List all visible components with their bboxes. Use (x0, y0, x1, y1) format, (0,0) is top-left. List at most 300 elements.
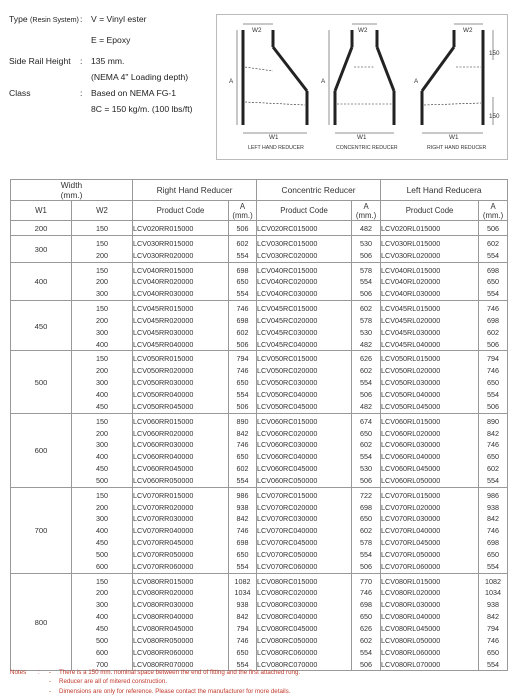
w2-cell: 700 (72, 659, 133, 671)
w2-cell: 150 (72, 235, 133, 249)
lh-a-cell: 554 (479, 659, 508, 671)
rh-code-cell: LCV060RR015000 (133, 413, 229, 427)
rh-a-cell: 506 (229, 339, 257, 351)
lh-code-cell: LCV070RL050000 (381, 549, 479, 561)
rh-code-cell: LCV070RR040000 (133, 525, 229, 537)
table-row (11, 623, 508, 635)
cc-code-cell: LCV080RC040000 (257, 611, 352, 623)
note-dash-3: - (49, 687, 52, 695)
lh-code-cell: LCV045RL030000 (381, 327, 479, 339)
lh-a-cell: 602 (479, 327, 508, 339)
lh-a-cell: 650 (479, 451, 508, 463)
cc-a-cell: 482 (352, 401, 381, 413)
cc-a-cell: 650 (352, 611, 381, 623)
lh-code-cell: LCV020RL015000 (381, 221, 479, 236)
rh-code-cell: LCV080RR020000 (133, 587, 229, 599)
rh-a-cell: 650 (229, 647, 257, 659)
cc-a-cell: 626 (352, 351, 381, 365)
w1-cell: 700 (11, 487, 72, 573)
lh-code-cell: LCV080RL040000 (381, 611, 479, 623)
table-group (11, 487, 508, 573)
table-row (11, 401, 508, 413)
cc-code-cell: LCV080RC070000 (257, 659, 352, 671)
table-group (11, 221, 508, 236)
rail-value: 135 mm. (91, 56, 125, 66)
table-row (11, 525, 508, 537)
type-e: E = Epoxy (91, 35, 131, 45)
table-row (11, 439, 508, 451)
lh-a-label: A (229, 78, 234, 85)
rh-a-cell: 890 (229, 413, 257, 427)
rh-code-cell: LCV045RR030000 (133, 327, 229, 339)
table-group (11, 413, 508, 487)
cc-code-cell: LCV050RC045000 (257, 401, 352, 413)
cc-a-cell: 602 (352, 635, 381, 647)
cc-code-cell: LCV040RC020000 (257, 276, 352, 288)
cc-a-cell: 530 (352, 235, 381, 249)
rh-code-cell: LCV070RR060000 (133, 561, 229, 573)
note-dash-1: - (49, 669, 52, 676)
cc-a-cell: 770 (352, 573, 381, 587)
table-row (11, 428, 508, 440)
type-colon: : (80, 14, 83, 24)
cc-code-cell: LCV080RC020000 (257, 587, 352, 599)
rh-code-cell: LCV080RR050000 (133, 635, 229, 647)
table-row (11, 475, 508, 487)
lh-w1-label: W1 (269, 134, 279, 141)
rh-code-cell: LCV070RR015000 (133, 487, 229, 501)
rh-code-cell: LCV050RR030000 (133, 377, 229, 389)
lh-a-cell: 842 (479, 513, 508, 525)
rh-a-cell: 794 (229, 623, 257, 635)
table-row (11, 463, 508, 475)
w2-cell: 400 (72, 389, 133, 401)
table-row (11, 221, 508, 236)
w2-cell: 500 (72, 475, 133, 487)
table-row (11, 276, 508, 288)
cc-a-cell: 578 (352, 262, 381, 276)
rh-a-cell: 698 (229, 262, 257, 276)
cc-code-cell: LCV070RC045000 (257, 537, 352, 549)
w1-cell: 450 (11, 301, 72, 351)
rh-a-cell: 746 (229, 525, 257, 537)
rh-a-cell: 554 (229, 288, 257, 300)
table-group (11, 301, 508, 351)
width-unit: (mm.) (60, 190, 83, 200)
table-row (11, 327, 508, 339)
lh-a-cell: 602 (479, 463, 508, 475)
w2-cell: 300 (72, 377, 133, 389)
cc-code-cell: LCV030RC015000 (257, 235, 352, 249)
table-row (11, 573, 508, 587)
w2-cell: 150 (72, 573, 133, 587)
rh-a-header: A (mm.) (229, 201, 257, 221)
w2-cell: 150 (72, 221, 133, 236)
cc-code-cell: LCV070RC060000 (257, 561, 352, 573)
rh-a-label: A (414, 78, 419, 85)
cc-a-cell: 506 (352, 561, 381, 573)
w2-cell: 450 (72, 401, 133, 413)
rh-a-cell: 746 (229, 439, 257, 451)
rh-code-cell: LCV060RR040000 (133, 451, 229, 463)
note-1: There is a 150 mm. nominal space between the end of fitting and the first attached rung. (59, 669, 301, 676)
cc-a-cell: 554 (352, 276, 381, 288)
rh-product-code-header: Product Code (133, 201, 229, 221)
cc-product-code-header: Product Code (257, 201, 352, 221)
cc-code-cell: LCV045RC040000 (257, 339, 352, 351)
rh-a-cell: 986 (229, 487, 257, 501)
table-row (11, 413, 508, 427)
lh-a-cell: 746 (479, 635, 508, 647)
cc-code-cell: LCV060RC040000 (257, 451, 352, 463)
rh-a-cell: 554 (229, 561, 257, 573)
lh-code-cell: LCV070RL030000 (381, 513, 479, 525)
rh-a-cell: 506 (229, 221, 257, 236)
cc-code-cell: LCV070RC015000 (257, 487, 352, 501)
w2-cell: 450 (72, 623, 133, 635)
lh-a-cell: 650 (479, 276, 508, 288)
table-row (11, 587, 508, 599)
cc-code-cell: LCV060RC015000 (257, 413, 352, 427)
cc-w1-label: W1 (357, 134, 367, 141)
lh-code-cell: LCV070RL020000 (381, 502, 479, 514)
cc-code-cell: LCV080RC015000 (257, 573, 352, 587)
note-3: Dimensions are only for reference. Please contact the manufacturer for more details. (59, 687, 291, 695)
lh-a-cell: 554 (479, 561, 508, 573)
cc-reducer-caption: CONCENTRIC REDUCER (336, 145, 398, 151)
rh-a-cell: 794 (229, 351, 257, 365)
cc-a-cell: 530 (352, 463, 381, 475)
width-header: Width (mm.) (11, 180, 133, 201)
lh-code-cell: LCV080RL070000 (381, 659, 479, 671)
cc-a-cell: 698 (352, 599, 381, 611)
rh-a-cell: 698 (229, 315, 257, 327)
w2-cell: 500 (72, 635, 133, 647)
type-v: V = Vinyl ester (91, 14, 147, 24)
lh-a-cell: 698 (479, 262, 508, 276)
table-row (11, 339, 508, 351)
rh-a-cell: 554 (229, 250, 257, 262)
lh-a-cell: 794 (479, 351, 508, 365)
cc-code-cell: LCV045RC020000 (257, 315, 352, 327)
table-row (11, 635, 508, 647)
table-group (11, 351, 508, 413)
notes-colon: : (38, 669, 40, 676)
w1-header: W1 (11, 201, 72, 221)
rh-a-cell: 746 (229, 301, 257, 315)
cc-a-cell: 482 (352, 339, 381, 351)
lh-a-cell: 842 (479, 428, 508, 440)
w2-cell: 400 (72, 525, 133, 537)
lh-code-cell: LCV060RL050000 (381, 475, 479, 487)
rh-code-cell: LCV080RR060000 (133, 647, 229, 659)
w2-cell: 200 (72, 428, 133, 440)
lh-a-cell: 986 (479, 487, 508, 501)
rh-code-cell: LCV050RR020000 (133, 365, 229, 377)
table-group (11, 573, 508, 671)
table-row (11, 365, 508, 377)
rail-colon: : (80, 56, 83, 66)
cc-a-cell: 626 (352, 623, 381, 635)
lh-code-cell: LCV040RL020000 (381, 276, 479, 288)
rh-dim-150-top: 150 (489, 50, 500, 57)
lh-a-cell: 698 (479, 537, 508, 549)
cc-code-cell: LCV060RC020000 (257, 428, 352, 440)
rh-a-cell: 554 (229, 389, 257, 401)
lh-code-cell: LCV050RL030000 (381, 377, 479, 389)
lh-code-cell: LCV070RL045000 (381, 537, 479, 549)
rh-code-cell: LCV080RR070000 (133, 659, 229, 671)
cc-a-cell: 506 (352, 475, 381, 487)
cc-code-cell: LCV040RC030000 (257, 288, 352, 300)
rail-note: (NEMA 4" Loading depth) (91, 72, 189, 82)
cc-code-cell: LCV030RC020000 (257, 250, 352, 262)
rh-a-cell: 842 (229, 513, 257, 525)
reducer-diagram-panel (216, 14, 508, 160)
table-group (11, 262, 508, 301)
rh-a-cell: 602 (229, 463, 257, 475)
table-row (11, 315, 508, 327)
lh-code-cell: LCV080RL045000 (381, 623, 479, 635)
lh-code-cell: LCV045RL040000 (381, 339, 479, 351)
lh-a-cell: 890 (479, 413, 508, 427)
cc-code-cell: LCV070RC020000 (257, 502, 352, 514)
w1-cell: 800 (11, 573, 72, 671)
rh-header: Right Hand Reducer (133, 180, 257, 201)
w2-cell: 150 (72, 301, 133, 315)
cc-a-label: A (321, 78, 326, 85)
lh-code-cell: LCV080RL015000 (381, 573, 479, 587)
table-row (11, 537, 508, 549)
lh-a-cell: 1082 (479, 573, 508, 587)
lh-code-cell: LCV060RL030000 (381, 439, 479, 451)
cc-a-cell: 506 (352, 659, 381, 671)
rh-code-cell: LCV050RR045000 (133, 401, 229, 413)
cc-code-cell: LCV080RC030000 (257, 599, 352, 611)
cc-code-cell: LCV070RC040000 (257, 525, 352, 537)
w2-cell: 200 (72, 276, 133, 288)
table-row (11, 235, 508, 249)
rh-a-cell: 554 (229, 475, 257, 487)
rh-code-cell: LCV060RR050000 (133, 475, 229, 487)
w2-cell: 200 (72, 502, 133, 514)
w2-cell: 150 (72, 413, 133, 427)
w2-cell: 200 (72, 587, 133, 599)
cc-a-cell: 698 (352, 502, 381, 514)
lh-reducer-caption: LEFT HAND REDUCER (248, 145, 304, 151)
rh-a-cell: 602 (229, 327, 257, 339)
rh-code-cell: LCV070RR045000 (133, 537, 229, 549)
cc-a-cell: 482 (352, 221, 381, 236)
w2-cell: 300 (72, 288, 133, 300)
lh-a-cell: 554 (479, 288, 508, 300)
cc-code-cell: LCV060RC050000 (257, 475, 352, 487)
class-colon: : (80, 88, 83, 98)
w2-cell: 400 (72, 451, 133, 463)
table-row (11, 561, 508, 573)
lh-code-cell: LCV050RL020000 (381, 365, 479, 377)
type-sub: (Resin System) (30, 16, 79, 24)
cc-a-cell: 602 (352, 365, 381, 377)
lh-code-cell: LCV030RL015000 (381, 235, 479, 249)
rh-a-cell: 650 (229, 276, 257, 288)
rh-a-cell: 746 (229, 365, 257, 377)
rh-w1-label: W1 (449, 134, 459, 141)
rh-code-cell: LCV020RR015000 (133, 221, 229, 236)
rh-code-cell: LCV050RR040000 (133, 389, 229, 401)
lh-header: Left Hand Reducera (381, 180, 508, 201)
cc-code-cell: LCV040RC015000 (257, 262, 352, 276)
table-row (11, 611, 508, 623)
lh-a-cell: 602 (479, 235, 508, 249)
cc-code-cell: LCV020RC015000 (257, 221, 352, 236)
cc-code-cell: LCV050RC020000 (257, 365, 352, 377)
w2-cell: 600 (72, 647, 133, 659)
rh-code-cell: LCV040RR020000 (133, 276, 229, 288)
cc-a-cell: 602 (352, 439, 381, 451)
note-2: Reducer are all of mitered construction. (59, 678, 167, 686)
cc-a-cell: 578 (352, 537, 381, 549)
rh-code-cell: LCV045RR015000 (133, 301, 229, 315)
w1-cell: 200 (11, 221, 72, 236)
cc-a-cell: 650 (352, 513, 381, 525)
w2-cell: 300 (72, 439, 133, 451)
w2-cell: 400 (72, 339, 133, 351)
cc-code-cell: LCV050RC030000 (257, 377, 352, 389)
cc-code-cell: LCV070RC050000 (257, 549, 352, 561)
type-label: Type (Resin System) (9, 14, 79, 24)
table-row (11, 599, 508, 611)
rh-code-cell: LCV050RR015000 (133, 351, 229, 365)
cc-a-cell: 722 (352, 487, 381, 501)
lh-a-cell: 506 (479, 401, 508, 413)
w2-cell: 300 (72, 327, 133, 339)
rail-label: Side Rail Height (9, 56, 71, 66)
right-hand-reducer-drawing (422, 24, 493, 133)
cc-a-cell: 554 (352, 377, 381, 389)
cc-a-cell: 506 (352, 389, 381, 401)
cc-code-cell: LCV080RC060000 (257, 647, 352, 659)
rh-a-cell: 842 (229, 428, 257, 440)
lh-code-cell: LCV060RL045000 (381, 463, 479, 475)
w2-cell: 450 (72, 537, 133, 549)
w2-cell: 300 (72, 599, 133, 611)
cc-a-cell: 506 (352, 250, 381, 262)
lh-a-cell: 746 (479, 439, 508, 451)
lh-a-cell: 746 (479, 365, 508, 377)
w2-cell: 150 (72, 262, 133, 276)
cc-header: Concentric Reducer (257, 180, 381, 201)
cc-code-cell: LCV045RC015000 (257, 301, 352, 315)
lh-a-header: A (mm.) (479, 201, 508, 221)
lh-a-cell: 746 (479, 525, 508, 537)
cc-w2-label: W2 (358, 27, 368, 34)
rh-a-cell: 650 (229, 377, 257, 389)
w2-cell: 200 (72, 315, 133, 327)
table-group (11, 235, 508, 262)
lh-a-cell: 554 (479, 250, 508, 262)
lh-code-cell: LCV030RL020000 (381, 250, 479, 262)
cc-a-cell: 554 (352, 549, 381, 561)
lh-code-cell: LCV040RL015000 (381, 262, 479, 276)
class-label: Class (9, 88, 31, 98)
rh-code-cell: LCV080RR040000 (133, 611, 229, 623)
lh-a-cell: 938 (479, 599, 508, 611)
rh-code-cell: LCV080RR015000 (133, 573, 229, 587)
lh-code-cell: LCV080RL060000 (381, 647, 479, 659)
lh-a-cell: 506 (479, 221, 508, 236)
cc-a-header: A (mm.) (352, 201, 381, 221)
table-row (11, 351, 508, 365)
table-row (11, 250, 508, 262)
cc-code-cell: LCV050RC040000 (257, 389, 352, 401)
table-row (11, 288, 508, 300)
w2-cell: 450 (72, 463, 133, 475)
cc-code-cell: LCV080RC045000 (257, 623, 352, 635)
lh-code-cell: LCV045RL015000 (381, 301, 479, 315)
rh-code-cell: LCV060RR045000 (133, 463, 229, 475)
w2-cell: 300 (72, 513, 133, 525)
w2-cell: 200 (72, 365, 133, 377)
rh-a-cell: 1034 (229, 587, 257, 599)
lh-a-cell: 938 (479, 502, 508, 514)
lh-code-cell: LCV060RL040000 (381, 451, 479, 463)
w2-cell: 150 (72, 351, 133, 365)
rh-a-cell: 938 (229, 502, 257, 514)
table-row (11, 377, 508, 389)
cc-code-cell: LCV060RC045000 (257, 463, 352, 475)
table-row (11, 451, 508, 463)
lh-code-cell: LCV060RL020000 (381, 428, 479, 440)
lh-code-cell: LCV070RL015000 (381, 487, 479, 501)
table-row (11, 502, 508, 514)
rh-code-cell: LCV030RR015000 (133, 235, 229, 249)
w1-cell: 600 (11, 413, 72, 487)
cc-a-cell: 674 (352, 413, 381, 427)
left-hand-reducer-drawing (237, 24, 307, 133)
w2-cell: 400 (72, 611, 133, 623)
lh-code-cell: LCV080RL050000 (381, 635, 479, 647)
class-note: 8C = 150 kg/m. (100 lbs/ft) (91, 104, 193, 114)
reducer-table (10, 179, 508, 671)
lh-w2-label: W2 (252, 27, 262, 34)
lh-a-cell: 698 (479, 315, 508, 327)
rh-code-cell: LCV045RR040000 (133, 339, 229, 351)
table-row (11, 487, 508, 501)
rh-a-cell: 506 (229, 401, 257, 413)
lh-code-cell: LCV050RL015000 (381, 351, 479, 365)
reducer-drawings (217, 15, 507, 159)
rh-a-cell: 938 (229, 599, 257, 611)
lh-code-cell: LCV070RL040000 (381, 525, 479, 537)
lh-a-cell: 1034 (479, 587, 508, 599)
rh-a-cell: 698 (229, 537, 257, 549)
rh-code-cell: LCV060RR020000 (133, 428, 229, 440)
cc-a-cell: 506 (352, 288, 381, 300)
rh-code-cell: LCV045RR020000 (133, 315, 229, 327)
cc-code-cell: LCV060RC030000 (257, 439, 352, 451)
rh-a-cell: 602 (229, 235, 257, 249)
cc-a-cell: 554 (352, 451, 381, 463)
table-row (11, 262, 508, 276)
rh-code-cell: LCV030RR020000 (133, 250, 229, 262)
table-row (11, 301, 508, 315)
rh-code-cell: LCV060RR030000 (133, 439, 229, 451)
lh-a-cell: 842 (479, 611, 508, 623)
cc-a-cell: 554 (352, 647, 381, 659)
lh-code-cell: LCV050RL045000 (381, 401, 479, 413)
table-row (11, 389, 508, 401)
